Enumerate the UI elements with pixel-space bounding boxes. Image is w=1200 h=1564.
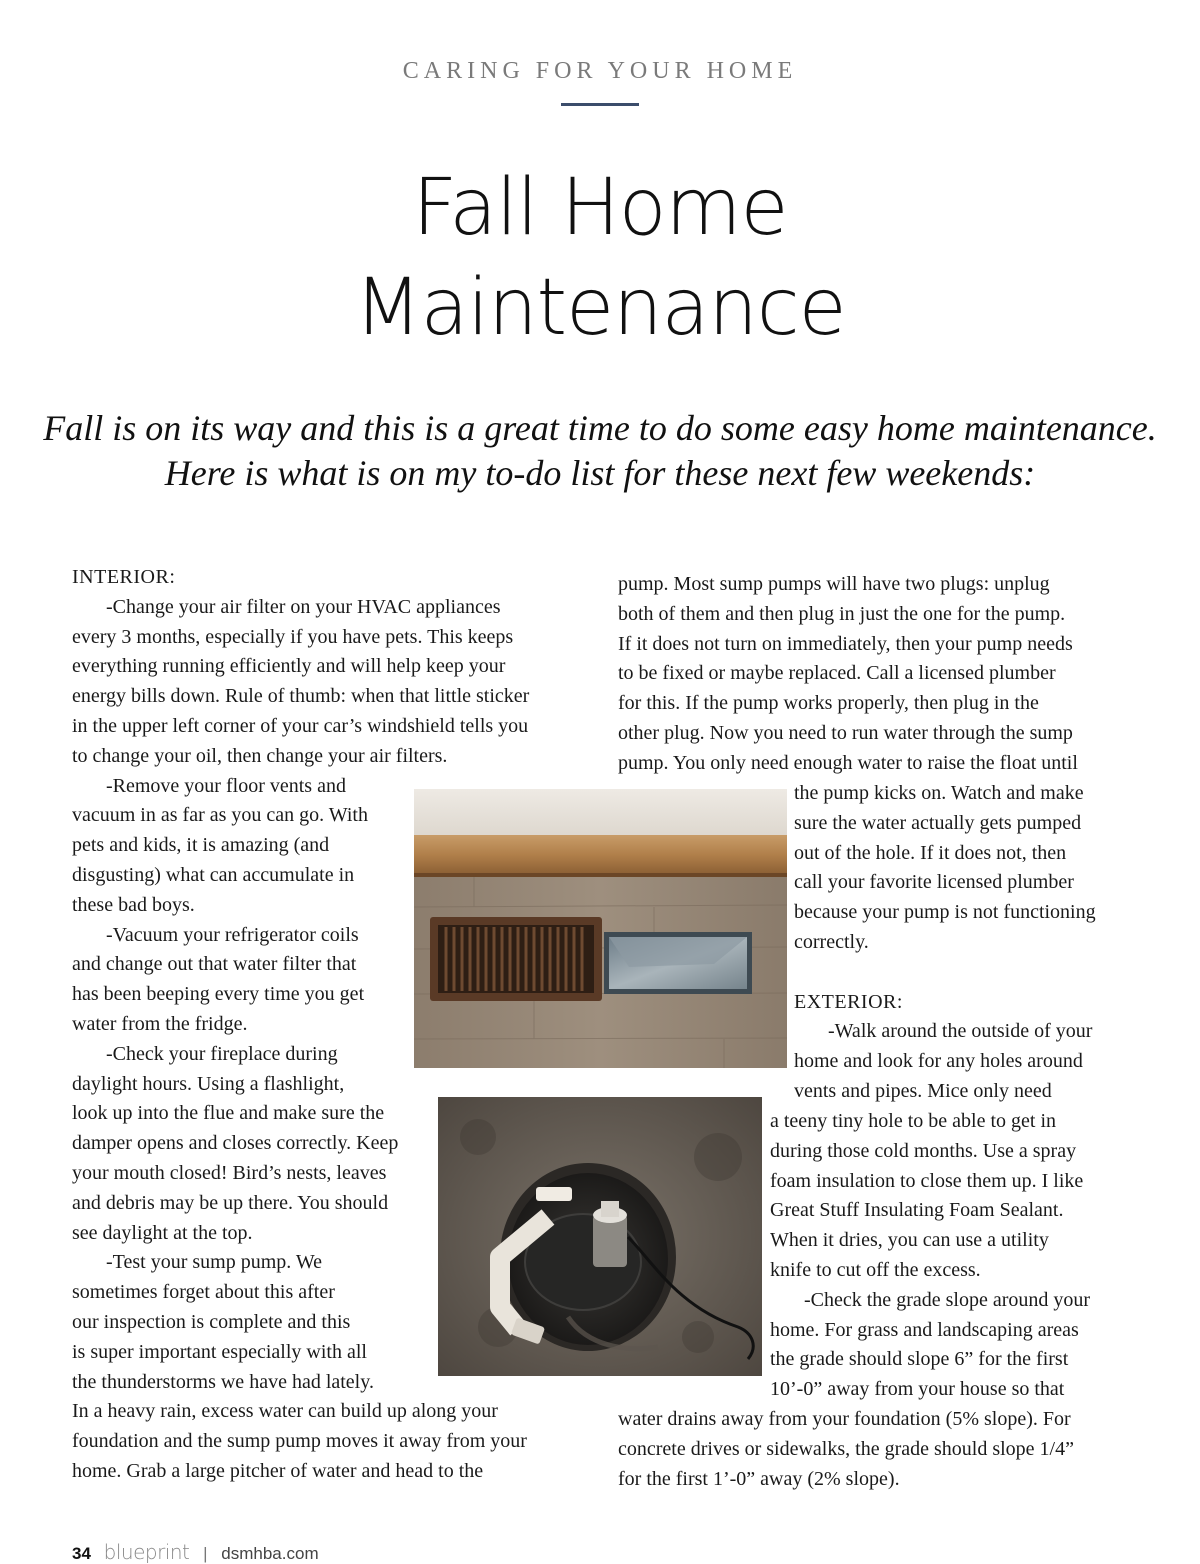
text-line: look up into the flue and make sure the — [72, 1102, 385, 1125]
text-line: our inspection is complete and this — [72, 1310, 351, 1333]
intro-line-1: Fall is on its way and this is a great time to do some easy home maintenance. — [43, 408, 1157, 448]
text-line: see daylight at the top. — [72, 1221, 253, 1244]
text-line: a teeny tiny hole to be able to get in — [770, 1110, 1057, 1132]
text-line: is super important especially with all — [72, 1340, 367, 1363]
text-line: sometimes forget about this after — [72, 1281, 335, 1304]
text-line: damper opens and closes correctly. Keep — [72, 1132, 399, 1155]
text-line: -Test your sump pump. We — [106, 1251, 323, 1274]
text-line: these bad boys. — [72, 893, 195, 916]
page-footer — [72, 1540, 319, 1564]
article-title-line-1: Fall Home — [412, 163, 788, 253]
text-line: -Check the grade slope around your — [804, 1288, 1091, 1311]
text-line: pump. Most sump pumps will have two plugs: unplug — [618, 573, 1050, 595]
sump-pump-illustration — [438, 1097, 762, 1376]
text-line: every 3 months, especially if you have pets. This keeps — [72, 625, 514, 648]
text-line: correctly. — [794, 930, 869, 953]
text-line: pump. You only need enough water to raise the float until — [618, 751, 1078, 774]
text-line: out of the hole. If it does not, then — [794, 841, 1067, 864]
section-kicker: CARING FOR YOUR HOME — [402, 58, 798, 84]
text-line: vents and pipes. Mice only need — [794, 1079, 1052, 1102]
text-line: water from the fridge. — [72, 1012, 248, 1035]
sump-pump-photo — [438, 1097, 762, 1376]
text-line: foam insulation to close them up. I like — [770, 1169, 1084, 1192]
interior-heading: INTERIOR: — [72, 566, 176, 588]
text-line: the thunderstorms we have had lately. — [72, 1370, 374, 1393]
text-line: -Change your air filter on your HVAC appliances — [106, 595, 501, 618]
text-line: In a heavy rain, excess water can build up along your — [72, 1400, 498, 1423]
text-line: during those cold months. Use a spray — [770, 1139, 1077, 1162]
text-line: the pump kicks on. Watch and make — [794, 782, 1084, 804]
right-column-bottom — [618, 1405, 1074, 1494]
text-line: concrete drives or sidewalks, the grade should slope 1/4” — [618, 1437, 1074, 1460]
text-line: for the first 1’-0” away (2% slope). — [618, 1467, 900, 1490]
text-line: -Vacuum your refrigerator coils — [106, 923, 359, 946]
right-column-wrap-2 — [770, 1107, 1090, 1405]
text-line: and debris may be up there. You should — [72, 1191, 389, 1214]
text-line: Great Stuff Insulating Foam Sealant. — [770, 1199, 1064, 1222]
text-line: because your pump is not functioning — [794, 901, 1096, 924]
text-line: to be fixed or maybe replaced. Call a licensed plumber — [618, 662, 1056, 685]
intro-paragraph — [40, 406, 1160, 496]
text-line: 10’-0” away from your house so that — [770, 1378, 1065, 1401]
floor-vent-illustration — [414, 789, 787, 1068]
publication-logo: blueprint — [103, 1540, 190, 1564]
text-line: and change out that water filter that — [72, 953, 357, 976]
text-line: -Remove your floor vents and — [106, 774, 346, 797]
right-column-top — [618, 570, 1078, 779]
kicker-divider — [561, 103, 639, 106]
text-line: home and look for any holes around — [794, 1050, 1083, 1073]
text-line: When it dries, you can use a utility — [770, 1229, 1049, 1252]
text-line: other plug. Now you need to run water through the sump — [618, 721, 1073, 744]
text-line: daylight hours. Using a flashlight, — [72, 1072, 345, 1095]
text-line: disgusting) what can accumulate in — [72, 863, 355, 886]
right-column-wrap-1 — [794, 779, 1096, 1107]
article-title-line-2: Maintenance — [354, 263, 846, 353]
text-line: -Check your fireplace during — [106, 1042, 338, 1065]
text-line: in the upper left corner of your car’s windshield tells you — [72, 714, 529, 737]
text-line: to change your oil, then change your air filters. — [72, 744, 448, 767]
text-line: everything running efficiently and will help keep your — [72, 655, 506, 678]
text-line: water drains away from your foundation (5% slope). For — [618, 1408, 1071, 1430]
exterior-heading: EXTERIOR: — [794, 990, 903, 1013]
text-line: your mouth closed! Bird’s nests, leaves — [72, 1161, 387, 1184]
footer-separator: | — [203, 1544, 208, 1563]
intro-line-2: Here is what is on my to-do list for these next few weekends: — [164, 453, 1036, 493]
text-line: home. For grass and landscaping areas — [770, 1318, 1079, 1341]
text-line: foundation and the sump pump moves it away from your — [72, 1430, 527, 1453]
text-line: knife to cut off the excess. — [770, 1258, 981, 1281]
text-line: home. Grab a large pitcher of water and head to the — [72, 1459, 484, 1482]
text-line: both of them and then plug in just the one for the pump. — [618, 602, 1066, 625]
text-line: -Walk around the outside of your — [828, 1020, 1093, 1043]
spacer — [794, 958, 1096, 988]
text-line: pets and kids, it is amazing (and — [72, 834, 330, 857]
text-line: has been beeping every time you get — [72, 983, 365, 1006]
text-line: energy bills down. Rule of thumb: when that little sticker — [72, 685, 530, 708]
text-line: for this. If the pump works properly, then plug in the — [618, 692, 1039, 715]
website-url: dsmhba.com — [221, 1544, 319, 1563]
floor-vent-photo — [414, 789, 787, 1068]
page-number: 34 — [72, 1544, 91, 1563]
text-line: the grade should slope 6” for the first — [770, 1348, 1069, 1371]
text-line: sure the water actually gets pumped — [794, 811, 1082, 834]
text-line: If it does not turn on immediately, then your pump needs — [618, 632, 1073, 655]
text-line: call your favorite licensed plumber — [794, 871, 1074, 894]
text-line: vacuum in as far as you can go. With — [72, 804, 368, 827]
